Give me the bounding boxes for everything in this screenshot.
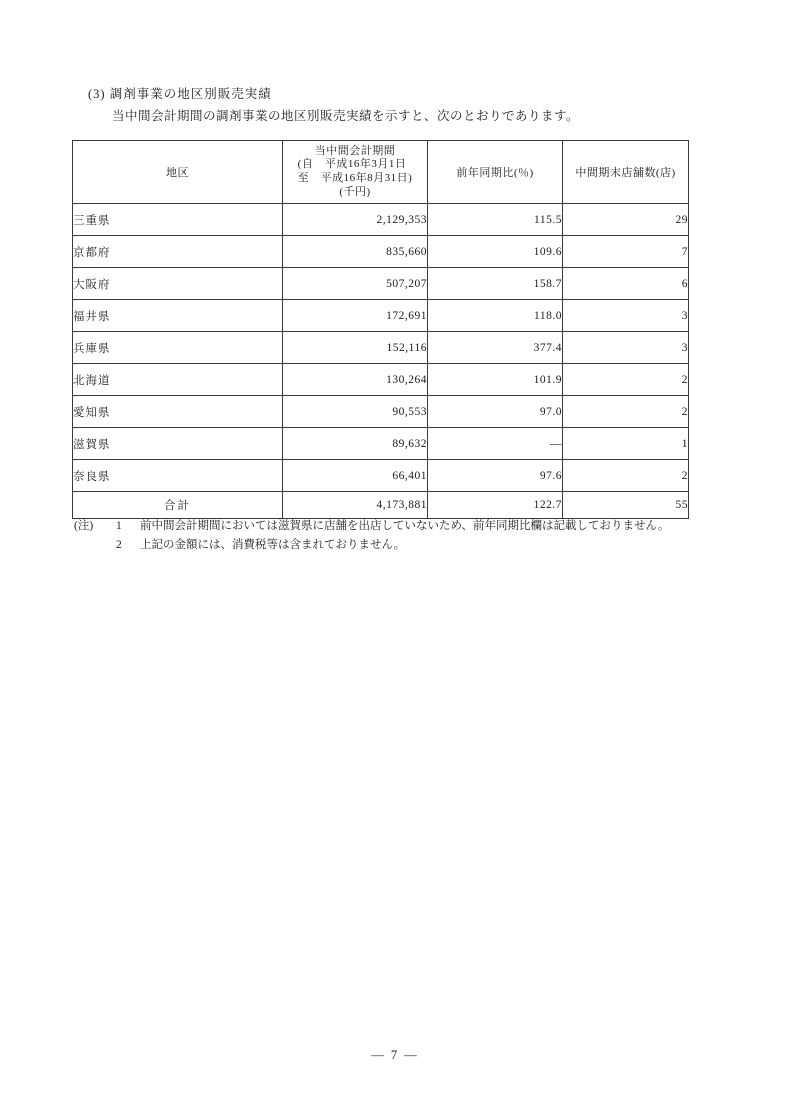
cell-amount: 90,553	[283, 396, 428, 428]
table-row	[73, 204, 689, 236]
footnote-2-text: 上記の金額には、消費税等は含まれておりません。	[140, 538, 406, 551]
col-header-stores: 中間期末店舗数(店)	[563, 141, 689, 204]
cell-amount: 130,264	[283, 364, 428, 396]
cell-stores: 3	[563, 332, 689, 364]
cell-amount: 2,129,353	[283, 204, 428, 236]
cell-amount: 152,116	[283, 332, 428, 364]
total-row	[73, 492, 689, 519]
table-body	[73, 204, 689, 492]
intro-text: 当中間会計期間の調剤事業の地区別販売実績を示すと、次のとおりであります。	[112, 109, 580, 123]
period-title: 当中間会計期間	[314, 144, 396, 157]
footnote-1	[74, 517, 669, 536]
cell-region: 兵庫県	[73, 332, 283, 364]
total-label: 合計	[73, 492, 283, 519]
total-stores: 55	[563, 492, 689, 519]
cell-amount: 835,660	[283, 236, 428, 268]
period-to: 至 平成16年8月31日)	[297, 172, 413, 184]
section-heading: (3) 調剤事業の地区別販売実績	[88, 87, 272, 101]
table-footer	[73, 492, 689, 519]
footnote-2	[74, 536, 669, 555]
cell-amount: 89,632	[283, 428, 428, 460]
cell-yoy: 97.6	[428, 460, 563, 492]
cell-yoy: 97.0	[428, 396, 563, 428]
col-header-region: 地区	[73, 141, 283, 204]
cell-yoy: 118.0	[428, 300, 563, 332]
table-row	[73, 428, 689, 460]
cell-region: 滋賀県	[73, 428, 283, 460]
footnote-label: (注)	[74, 520, 94, 532]
cell-region: 福井県	[73, 300, 283, 332]
cell-stores: 2	[563, 364, 689, 396]
footnotes	[74, 517, 669, 555]
cell-region: 大阪府	[73, 268, 283, 300]
period-unit: (千円)	[339, 185, 371, 198]
cell-amount: 507,207	[283, 268, 428, 300]
total-amount: 4,173,881	[283, 492, 428, 519]
col-header-yoy: 前年同期比(％)	[428, 141, 563, 204]
cell-stores: 7	[563, 236, 689, 268]
regional-sales-table	[72, 140, 689, 519]
table-row	[73, 300, 689, 332]
table-header	[73, 141, 689, 204]
cell-region: 北海道	[73, 364, 283, 396]
cell-yoy: ―	[428, 428, 563, 460]
footnote-1-text: 前中間会計期間においては滋賀県に店舗を出店していないため、前年同期比欄は記載しておりません。	[140, 520, 670, 532]
table-row	[73, 236, 689, 268]
cell-stores: 3	[563, 300, 689, 332]
period-range	[298, 158, 413, 186]
page-number: ― 7 ―	[371, 1048, 419, 1062]
cell-amount: 66,401	[283, 460, 428, 492]
table-row	[73, 268, 689, 300]
cell-stores: 2	[563, 396, 689, 428]
cell-yoy: 101.9	[428, 364, 563, 396]
header-row	[73, 141, 689, 204]
cell-yoy: 158.7	[428, 268, 563, 300]
table-row	[73, 460, 689, 492]
cell-region: 京都府	[73, 236, 283, 268]
cell-region: 奈良県	[73, 460, 283, 492]
total-yoy: 122.7	[428, 492, 563, 519]
col-header-period	[283, 141, 428, 204]
cell-yoy: 115.5	[428, 204, 563, 236]
table-row	[73, 396, 689, 428]
cell-stores: 6	[563, 268, 689, 300]
period-from: (自 平成16年3月1日	[297, 158, 407, 171]
cell-stores: 2	[563, 460, 689, 492]
table-row	[73, 364, 689, 396]
footnote-1-number: 1	[116, 520, 122, 532]
cell-stores: 29	[563, 204, 689, 236]
cell-region: 三重県	[73, 204, 283, 236]
table-row	[73, 332, 689, 364]
cell-stores: 1	[563, 428, 689, 460]
footnote-2-number: 2	[116, 538, 122, 551]
cell-amount: 172,691	[283, 300, 428, 332]
cell-yoy: 109.6	[428, 236, 563, 268]
cell-yoy: 377.4	[428, 332, 563, 364]
cell-region: 愛知県	[73, 396, 283, 428]
